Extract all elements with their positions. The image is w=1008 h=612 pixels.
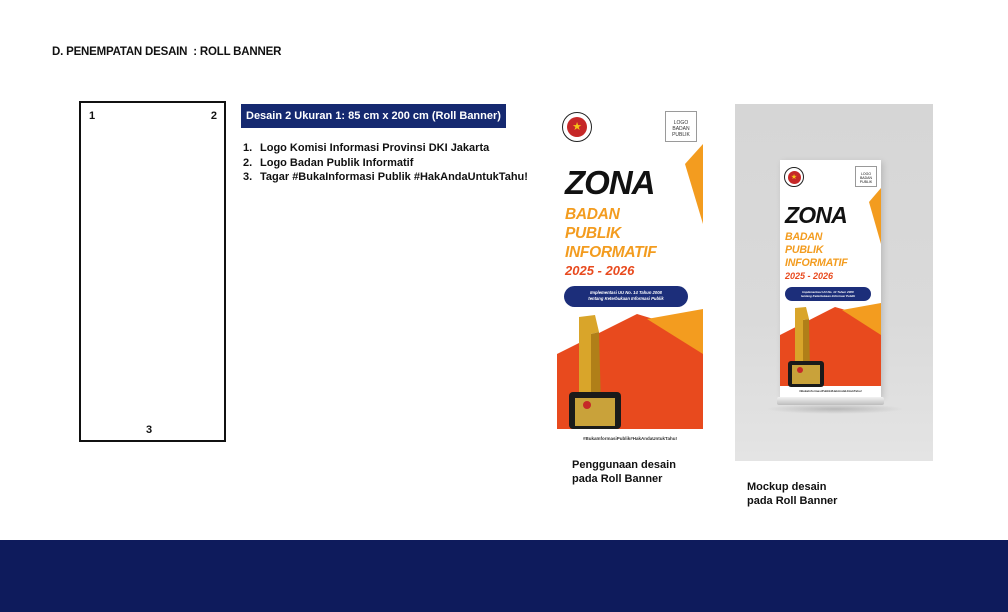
mockup-law-pill: Implementasi UU No. 14 Tahun 2008 tentang Keterbukaan Informasi Publik — [785, 287, 871, 301]
mockup-year: 2025 - 2026 — [785, 271, 834, 281]
mockup-subtitle: BADAN PUBLIK INFORMATIF — [785, 231, 848, 269]
list-item: 1. Logo Komisi Informasi Provinsi DKI Jakarta — [243, 142, 490, 154]
mockup-zona-title: ZONA — [785, 202, 847, 228]
design-caption: Penggunaan desain pada Roll Banner — [572, 459, 676, 485]
footer-band — [0, 540, 1008, 612]
banner-zona-title: ZONA — [565, 164, 655, 201]
roll-banner-mockup — [735, 104, 933, 461]
mockup-hashtag: #BukaInformasiPublik#HakAndaUntukTahu! — [799, 389, 862, 393]
position-marker-3: 3 — [146, 424, 153, 436]
banner-year: 2025 - 2026 — [565, 263, 635, 278]
mockup-banner — [780, 160, 881, 397]
trophy-icon — [780, 305, 881, 390]
element-spec-list — [243, 141, 528, 185]
badan-publik-logo-placeholder: LOGO BADAN PUBLIK — [855, 166, 877, 187]
section-heading: D. PENEMPATAN DESAIN : ROLL BANNER — [52, 46, 282, 58]
position-marker-2: 2 — [210, 110, 217, 122]
list-item: 2. Logo Badan Publik Informatif — [243, 156, 414, 169]
mockup-stand-base — [777, 397, 884, 405]
position-marker-1: 1 — [89, 110, 96, 122]
komisi-informasi-logo-icon: ★ — [784, 167, 804, 187]
mockup-floor-shadow — [765, 404, 905, 414]
placement-layout-diagram — [79, 101, 226, 442]
komisi-informasi-logo-icon: ★ — [562, 112, 592, 142]
mockup-caption: Mockup desain pada Roll Banner — [747, 481, 838, 507]
banner-hashtag: #BukaInformasiPublik#HakAndaUntukTahu! — [583, 436, 677, 441]
roll-banner-design — [557, 104, 703, 444]
trophy-icon — [557, 312, 703, 437]
list-item: 3. Tagar #BukaInformasi Publik #HakAndaUntukTahu! — [243, 171, 528, 183]
banner-subtitle: BADAN PUBLIK INFORMATIF — [565, 206, 657, 261]
badan-publik-logo-placeholder: LOGO BADAN PUBLIK — [665, 111, 697, 142]
banner-law-pill: Implementasi UU No. 14 Tahun 2008 tentang Keterbukaan Informasi Publik — [564, 286, 688, 307]
design-size-title: Desain 2 Ukuran 1: 85 cm x 200 cm (Roll Banner) — [241, 104, 506, 128]
